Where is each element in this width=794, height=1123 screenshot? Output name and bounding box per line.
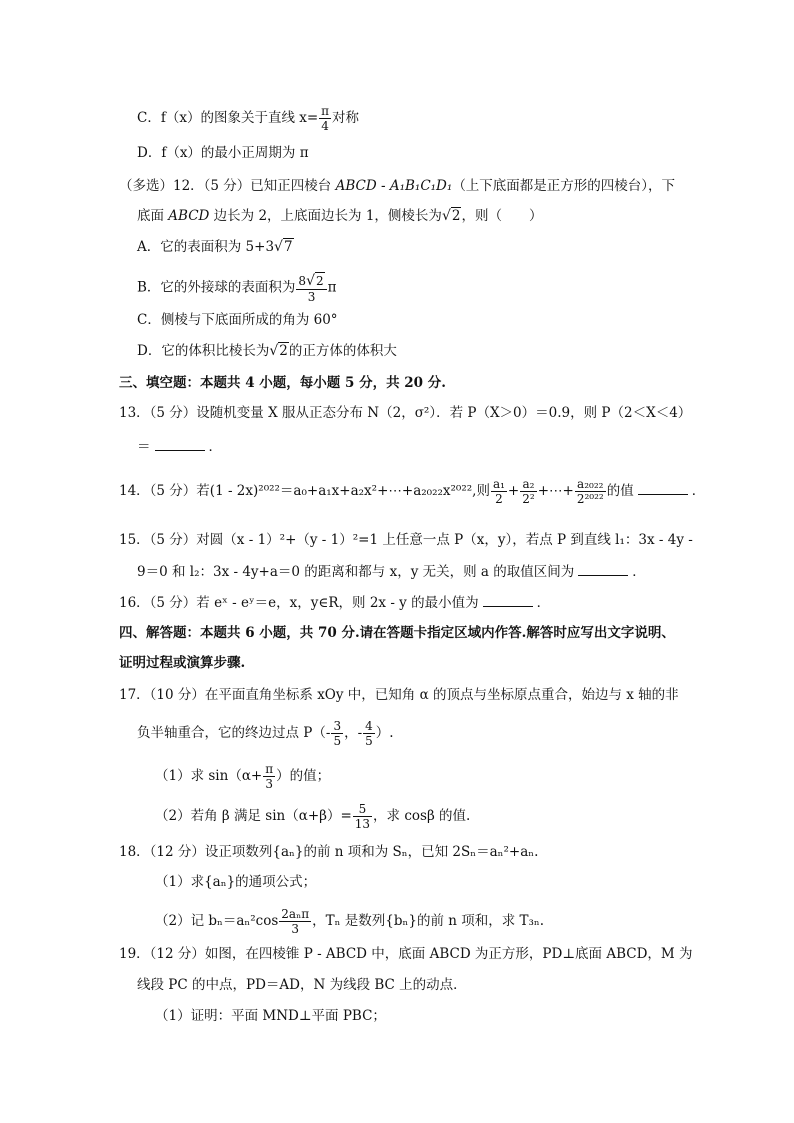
q17-f1-den: 5 — [333, 734, 342, 748]
q19-line1: 19．（12 分）如图，在四棱锥 P - ABCD 中，底面 ABCD 为正方形，PD⊥底面 ABCD，M 为 — [119, 946, 693, 962]
q12-l2-radicand: 2 — [451, 208, 461, 224]
q12-base: ABCD — [168, 208, 210, 224]
q17-p2-den: 13 — [354, 817, 371, 831]
q12-l2-mid: 边长为 2，上底面边长为 1，侧棱长为 — [209, 208, 442, 224]
q14-fraction-1 — [491, 477, 507, 506]
q13-line2 — [137, 436, 222, 457]
q14-f2-num: a₂ — [520, 477, 536, 492]
q19-line2: 线段 PC 的中点，PD＝AD，N 为线段 BC 上的动点． — [137, 977, 467, 993]
q17-p2-fraction — [353, 802, 372, 831]
q14-pre: 14．（5 分）若(1 - 2x)²⁰²²＝a₀+a₁x+a₂x²+⋯+a₂₀₂₂x²⁰²²,则 — [119, 483, 490, 499]
section-4-heading-line1: 四、解答题：本题共 6 小题，共 70 分.请在答题卡指定区域内作答.解答时应写出文字说明、 — [119, 625, 675, 641]
q14-fraction-3 — [575, 477, 606, 506]
q17-line2 — [137, 719, 394, 748]
sqrt-icon: √ — [269, 343, 279, 359]
q15-line2 — [137, 561, 646, 582]
q15-line1: 15．（5 分）对圆（x - 1）²+（y - 1）²=1 上任意一点 P（x，y），若点 P 到直线 l₁：3x - 4y - — [119, 532, 693, 548]
q18-p2-num: 2aₙπ — [281, 907, 310, 921]
q11-c-post: 对称 — [332, 110, 360, 126]
q11-c-num: π — [321, 104, 330, 118]
q11-c-den: 4 — [321, 119, 329, 133]
q17-p2-post: ，求 cosβ 的值. — [373, 808, 471, 824]
q18-p2-den: 3 — [291, 922, 300, 936]
section-4-heading-line2: 证明过程或演算步骤. — [119, 655, 246, 671]
q14-f1-num: a₁ — [492, 477, 505, 491]
q12-d-pre: D．它的体积比棱长为 — [137, 343, 270, 359]
q13-line1: 13．（5 分）设随机变量 X 服从正态分布 N（2，σ²）．若 P（X＞0）＝0.9，则 P（2＜X＜4） — [119, 405, 692, 421]
q12-option-c: C．侧棱与下底面所成的角为 60° — [137, 312, 338, 328]
q17-l2-pre: 负半轴重合，它的终边过点 P（- — [137, 725, 331, 741]
q12-option-a — [137, 237, 294, 257]
q13-answer-blank[interactable] — [155, 436, 205, 451]
q17-f1-num: 3 — [333, 719, 342, 733]
q14-line — [119, 477, 705, 506]
q14-fraction-2 — [520, 477, 536, 506]
q15-answer-blank[interactable] — [578, 561, 628, 576]
q17-fraction-2 — [363, 719, 375, 748]
q18-part2 — [155, 907, 544, 936]
q12-b-den: 3 — [307, 290, 316, 304]
q11-c-fraction — [319, 104, 331, 133]
q12-line2 — [137, 206, 542, 226]
q11-option-d: D．f（x）的最小正周期为 π — [137, 145, 309, 161]
q18-p2-pre: （2）记 bₙ＝aₙ²cos — [155, 913, 279, 929]
q16-answer-blank[interactable] — [483, 592, 533, 607]
q12-d-radicand: 2 — [279, 343, 288, 359]
q16-pre: 16．（5 分）若 eˣ - eʸ＝e，x，y∈R，则 2x - y 的最小值为 — [119, 595, 479, 611]
q16-line — [119, 592, 550, 613]
q17-p1-fraction — [263, 762, 275, 791]
q19-part1: （1）证明：平面 MND⊥平面 PBC； — [155, 1008, 386, 1024]
q13-l2-pre: ＝ — [137, 439, 151, 455]
q18-part1: （1）求{aₙ}的通项公式； — [155, 874, 317, 890]
q15-l2-post: ． — [632, 564, 646, 580]
q11-c-text: C．f（x）的图象关于直线 x= — [137, 110, 319, 126]
q12-b-fraction — [296, 272, 326, 304]
q12-b-num — [296, 272, 326, 290]
sqrt-icon: √ — [274, 239, 283, 255]
q12-b-num-coef: 8 — [298, 274, 307, 288]
q18-line1: 18．（12 分）设正项数列{aₙ}的前 n 项和为 Sₙ，已知 2Sₙ＝aₙ²+aₙ. — [119, 844, 539, 860]
q12-line1 — [119, 176, 675, 196]
q18-p2-post: ，Tₙ 是数列{bₙ}的前 n 项和，求 T₃ₙ. — [312, 913, 545, 929]
q17-l2-mid: ，- — [344, 725, 363, 741]
q13-l2-post: ． — [208, 439, 222, 455]
q17-l2-post: ）. — [375, 725, 394, 741]
q17-p1-post: ）的值； — [276, 768, 331, 784]
q12-a-radicand: 7 — [283, 239, 293, 255]
q17-p1-den: 3 — [265, 777, 274, 791]
q17-p1-pre: （1）求 sin（α+ — [155, 768, 263, 784]
q14-plus: + — [507, 483, 520, 499]
sqrt-icon: √ — [306, 273, 315, 289]
q12-l1-mid: （上下底面都是正方形的四棱台），下 — [452, 178, 676, 194]
q18-p2-fraction — [279, 907, 311, 936]
section-3-heading: 三、填空题：本题共 4 小题，每小题 5 分，共 20 分. — [119, 375, 446, 391]
q12-frustum: ABCD - A₁B₁C₁D₁ — [335, 178, 453, 194]
q14-f1-den: 2 — [495, 492, 503, 506]
q11-option-c — [137, 104, 359, 133]
q12-b-post: π — [327, 279, 337, 296]
q12-option-b — [137, 272, 337, 304]
q14-answer-blank[interactable] — [638, 480, 688, 495]
sqrt-icon: √ — [441, 208, 451, 224]
q14-f3-den: 2²⁰²² — [576, 492, 604, 506]
q12-a-pre: A．它的表面积为 5+3 — [137, 239, 275, 255]
q14-f2-den: 2² — [522, 492, 535, 506]
q16-post: ． — [536, 595, 551, 611]
q14-f3-num: a₂₀₂₂ — [575, 477, 606, 492]
q17-fraction-1 — [331, 719, 343, 748]
q14-dots: +⋯+ — [537, 483, 574, 499]
q17-line1: 17．（10 分）在平面直角坐标系 xOy 中，已知角 α 的顶点与坐标原点重合，始边与 x 轴的非 — [119, 687, 679, 703]
q17-part1 — [155, 762, 330, 791]
q12-l2-post: ，则（ ） — [461, 208, 543, 224]
q17-p2-num: 5 — [353, 802, 372, 817]
q17-p2-pre: （2）若角 β 满足 sin（α+β）= — [155, 808, 352, 824]
q14-end: ． — [691, 483, 706, 499]
q17-f2-den: 5 — [365, 734, 373, 748]
q17-p1-num: π — [265, 762, 274, 776]
q14-post: 的值 — [606, 483, 634, 499]
q17-part2 — [155, 802, 470, 831]
q17-f2-num: 4 — [365, 719, 373, 733]
q12-d-post: 的正方体的体积大 — [288, 343, 397, 359]
q12-option-d — [137, 341, 397, 361]
q12-b-num-radicand: 2 — [315, 274, 324, 288]
q12-l2-pre: 底面 — [137, 208, 169, 224]
q12-b-pre: B．它的外接球的表面积为 — [137, 279, 296, 296]
q15-l2-pre: 9＝0 和 l₂：3x - 4y+a＝0 的距离和都与 x，y 无关，则 a 的取值区间为 — [137, 564, 575, 580]
q12-l1-pre: （多选）12．（5 分）已知正四棱台 — [119, 178, 336, 194]
